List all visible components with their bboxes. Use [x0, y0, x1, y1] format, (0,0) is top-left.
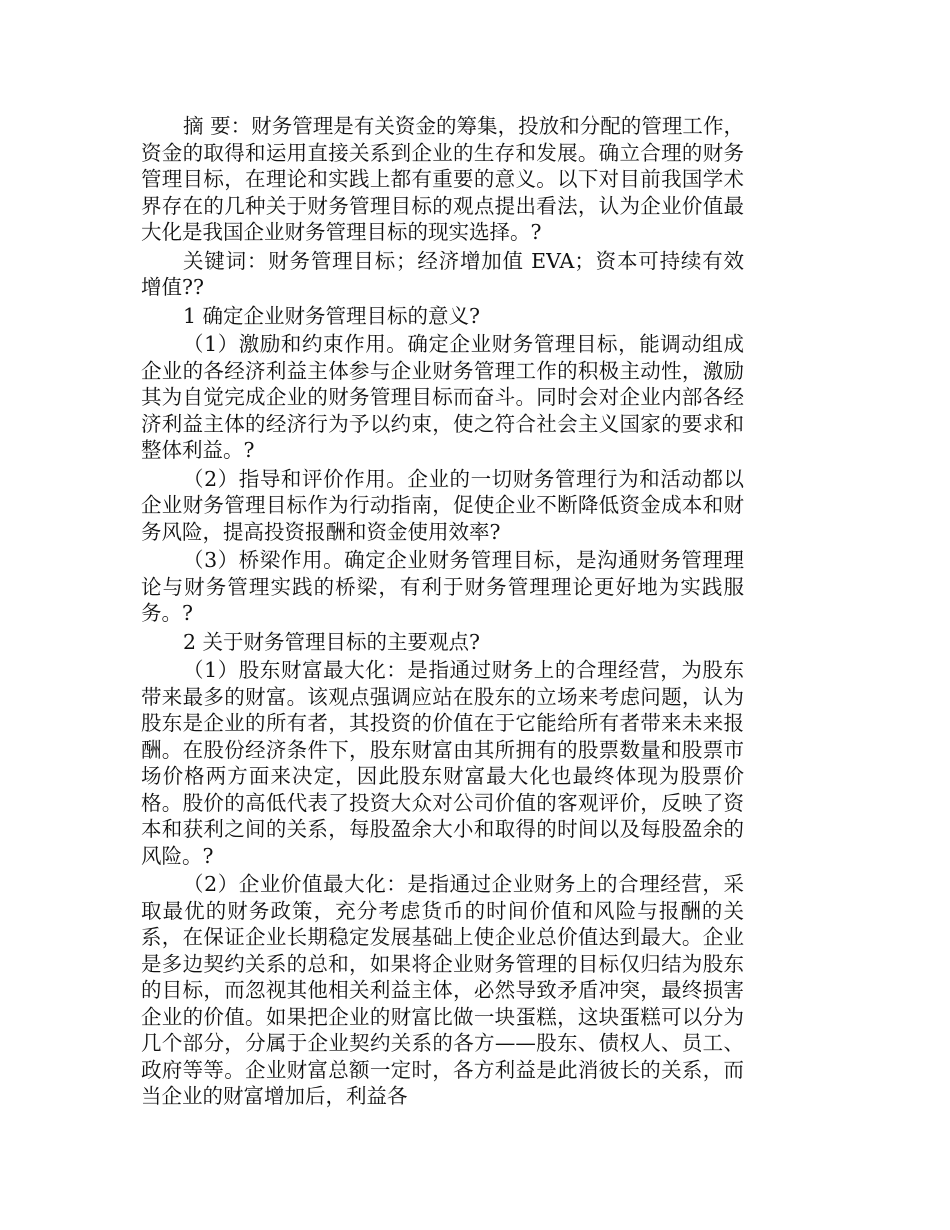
- section-1-paragraph-3: （3）桥梁作用。确定企业财务管理目标，是沟通财务管理理论与财务管理实践的桥梁，有利于财务管理理论更好地为实践服务。?: [141, 548, 744, 625]
- section-1-paragraph-1: （1）激励和约束作用。确定企业财务管理目标，能调动组成企业的各经济利益主体参与企业财务管理工作的积极主动性，激励其为自觉完成企业的财务管理目标而奋斗。同时会对企业内部各经济利益主体的经济行为予以约束，使之符合社会主义国家的要求和整体利益。?: [141, 332, 744, 462]
- abstract-paragraph: 摘 要：财务管理是有关资金的筹集，投放和分配的管理工作，资金的取得和运用直接关系到企业的生存和发展。确立合理的财务管理目标，在理论和实践上都有重要的意义。以下对目前我国学术界存在的几种关于财务管理目标的观点提出看法，认为企业价值最大化是我国企业财务管理目标的现实选择。?: [141, 114, 744, 244]
- document-body: [141, 113, 744, 1112]
- section-2-paragraph-1: （1）股东财富最大化：是指通过财务上的合理经营，为股东带来最多的财富。该观点强调应站在股东的立场来考虑问题，认为股东是企业的所有者，其投资的价值在于它能给所有者带来未来报酬。在股份经济条件下，股东财富由其所拥有的股票数量和股票市场价格两方面来决定，因此股东财富最大化也最终体现为股票价格。股价的高低代表了投资大众对公司价值的客观评价，反映了资本和获利之间的关系，每股盈余大小和取得的时间以及每股盈余的风险。?: [141, 658, 744, 868]
- section-1-paragraph-2: （2）指导和评价作用。企业的一切财务管理行为和活动都以企业财务管理目标作为行动指南，促使企业不断降低资金成本和财务风险，提高投资报酬和资金使用效率?: [141, 466, 744, 544]
- section-1-heading: 1 确定企业财务管理目标的意义?: [183, 303, 481, 328]
- section-2-paragraph-2: （2）企业价值最大化：是指通过企业财务上的合理经营，采取最优的财务政策，充分考虑货币的时间价值和风险与报酬的关系，在保证企业长期稳定发展基础上使企业总价值达到最大。企业是多边契约关系的总和，如果将企业财务管理的目标仅归结为股东的目标，而忽视其他相关利益主体，必然导致矛盾冲突，最终损害企业的价值。如果把企业的财富比做一块蛋糕，这块蛋糕可以分为几个部分，分属于企业契约关系的各方——股东、债权人、员工、政府等等。企业财富总额一定时，各方利益是此消彼长的关系，而当企业的财富增加后，利益各: [141, 872, 744, 1108]
- section-2-heading: 2 关于财务管理目标的主要观点?: [183, 629, 481, 654]
- keywords-paragraph: 关键词：财务管理目标；经济增加值 EVA；资本可持续有效增值??: [141, 248, 744, 299]
